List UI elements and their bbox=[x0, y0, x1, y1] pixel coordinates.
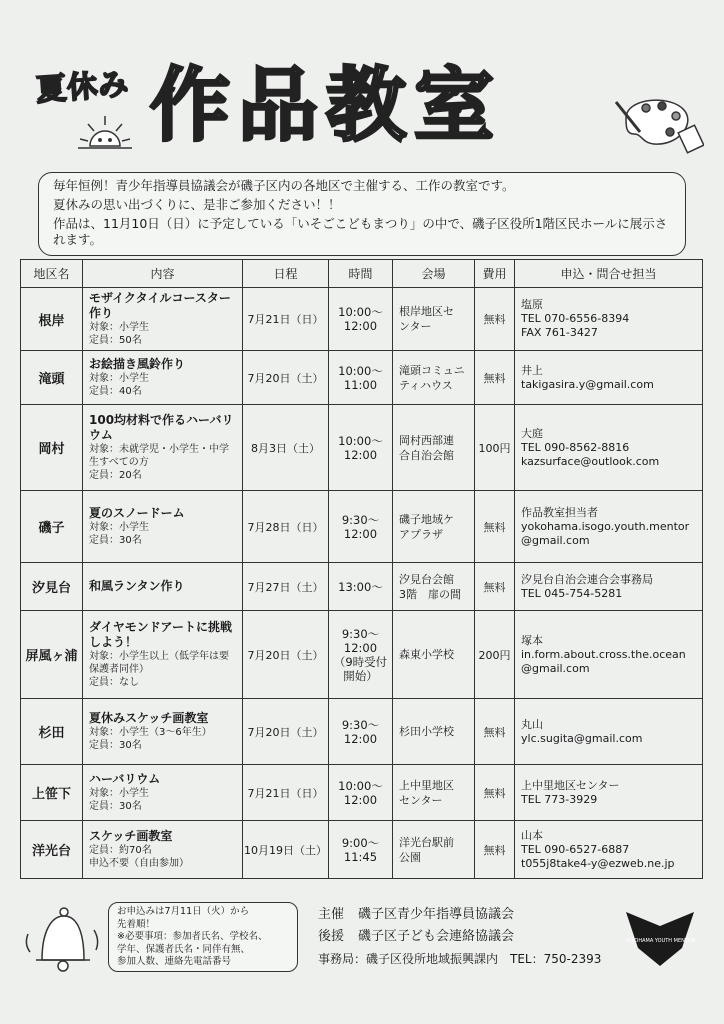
note-line-4: 学年、保護者氏名・同伴有無、 bbox=[117, 943, 251, 955]
header-fee: 費用 bbox=[475, 260, 515, 288]
time-cell bbox=[329, 351, 393, 405]
host-name: 磯子区青少年指導員協議会 bbox=[358, 907, 515, 922]
fee-cell: 無料 bbox=[475, 563, 515, 611]
time-line: 11:45 bbox=[343, 849, 378, 864]
table-row bbox=[21, 699, 703, 765]
venue-line: アプラザ bbox=[399, 527, 443, 541]
time-line: 10:00～ bbox=[338, 433, 383, 448]
time-cell bbox=[329, 405, 393, 491]
class-detail: 定員：約70名 bbox=[89, 845, 152, 856]
note-line-2: 先着順！ bbox=[117, 918, 156, 930]
table-header-row bbox=[21, 260, 703, 288]
header-time: 時間 bbox=[329, 260, 393, 288]
application-note bbox=[108, 902, 298, 972]
venue-line: センター bbox=[399, 793, 443, 807]
time-line: 9:00～ bbox=[341, 835, 380, 850]
content-cell bbox=[83, 821, 243, 879]
contact-line: 井上 bbox=[521, 363, 543, 377]
header-district: 地区名 bbox=[21, 260, 83, 288]
class-detail: 対象：未就学児・小学生・中学生すべての方 bbox=[89, 444, 229, 468]
class-detail: 対象：小学生 bbox=[89, 373, 149, 384]
venue-line: 岡村西部連 bbox=[399, 433, 454, 447]
date-cell: 7月28日（日） bbox=[243, 491, 329, 563]
fee-cell: 無料 bbox=[475, 351, 515, 405]
intro-line-1: 毎年恒例！青少年指導員協議会が磯子区内の各地区で主催する、工作の教室です。 bbox=[53, 178, 515, 193]
class-title: 夏のスノードーム bbox=[89, 506, 185, 520]
venue-line: 磯子地域ケ bbox=[399, 512, 454, 526]
table-row bbox=[21, 405, 703, 491]
class-title: モザイクタイルコースター作り bbox=[89, 291, 231, 320]
time-line: 12:00 bbox=[343, 319, 378, 333]
date-cell: 8月3日（土） bbox=[243, 405, 329, 491]
header-contact: 申込・問合せ担当 bbox=[515, 260, 703, 288]
time-cell bbox=[329, 611, 393, 699]
time-cell bbox=[329, 765, 393, 821]
header-venue: 会場 bbox=[393, 260, 475, 288]
venue-line: 上中里地区 bbox=[399, 778, 454, 792]
venue-line: 滝頭コミュニ bbox=[399, 363, 465, 377]
intro-box bbox=[38, 172, 686, 256]
table-row bbox=[21, 288, 703, 351]
contact-cell bbox=[515, 351, 703, 405]
venue-cell bbox=[393, 405, 475, 491]
class-detail: 対象：小学生以上（低学年は要保護者同伴） bbox=[89, 651, 229, 675]
time-line: 12:00 bbox=[343, 731, 378, 746]
venue-cell bbox=[393, 821, 475, 879]
contact-line: t055j8take4-y@ezweb.ne.jp bbox=[521, 856, 675, 870]
venue-line: 汐見台会館 bbox=[399, 572, 454, 586]
time-cell bbox=[329, 491, 393, 563]
class-detail: 定員：30名 bbox=[89, 801, 142, 812]
class-detail: 定員：30名 bbox=[89, 535, 142, 546]
content-cell bbox=[83, 351, 243, 405]
table-row bbox=[21, 563, 703, 611]
intro-line-3: 作品は、11月10日（日）に予定している「いそごこどもまつり」の中で、磯子区役所1階区民ホールに展示されます。 bbox=[53, 216, 668, 247]
date-cell: 7月20日（土） bbox=[243, 699, 329, 765]
sun-icon bbox=[78, 112, 132, 162]
class-title: スケッチ画教室 bbox=[89, 829, 173, 843]
time-line: 12:00 bbox=[343, 526, 378, 541]
contact-line: 大庭 bbox=[521, 426, 543, 440]
district-cell: 岡村 bbox=[21, 405, 83, 491]
contact-line: 汐見台自治会連合会事務局 bbox=[521, 572, 653, 586]
venue-cell bbox=[393, 288, 475, 351]
class-title: ハーバリウム bbox=[89, 772, 161, 786]
time-cell bbox=[329, 563, 393, 611]
contact-line: FAX 761-3427 bbox=[521, 326, 598, 339]
contact-line: ylc.sugita@gmail.com bbox=[521, 731, 643, 745]
contact-line: 塚本 bbox=[521, 633, 543, 647]
class-detail: 定員：50名 bbox=[89, 335, 142, 346]
support-name: 磯子区子ども会連絡協議会 bbox=[358, 929, 515, 944]
time-line: 11:00 bbox=[343, 377, 378, 392]
contact-cell bbox=[515, 563, 703, 611]
fee-cell: 100円 bbox=[475, 405, 515, 491]
date-cell: 7月20日（土） bbox=[243, 351, 329, 405]
content-cell bbox=[83, 491, 243, 563]
table-row bbox=[21, 765, 703, 821]
time-cell bbox=[329, 821, 393, 879]
class-detail: 定員：なし bbox=[89, 677, 139, 688]
district-cell: 汐見台 bbox=[21, 563, 83, 611]
contact-line: TEL 045-754-5281 bbox=[521, 586, 623, 600]
district-cell: 上笹下 bbox=[21, 765, 83, 821]
table-row bbox=[21, 611, 703, 699]
time-line: 9:30～ bbox=[341, 626, 380, 641]
palette-icon bbox=[612, 88, 704, 156]
fee-cell: 無料 bbox=[475, 288, 515, 351]
class-title: 夏休みスケッチ画教室 bbox=[89, 711, 209, 725]
note-line-3: ※必要事項：参加者氏名、学校名、 bbox=[117, 931, 268, 942]
contact-line: TEL 773-3929 bbox=[521, 792, 598, 806]
fee-cell: 無料 bbox=[475, 491, 515, 563]
time-line: 10:00～ bbox=[338, 778, 383, 793]
date-cell: 7月27日（土） bbox=[243, 563, 329, 611]
contact-line: in.form.about.cross.the.ocean@gmail.com bbox=[521, 647, 686, 675]
class-detail: 対象：小学生（3～6年生） bbox=[89, 727, 212, 738]
note-line-5: 参加人数、連絡先電話番号 bbox=[117, 956, 232, 967]
class-title: お絵描き風鈴作り bbox=[89, 357, 186, 371]
schedule-table bbox=[20, 259, 703, 879]
contact-line: kazsurface@outlook.com bbox=[521, 454, 660, 468]
date-cell: 7月21日（日） bbox=[243, 765, 329, 821]
content-cell bbox=[83, 699, 243, 765]
class-title: 100均材料で作るハーバリウム bbox=[89, 413, 234, 442]
fee-cell: 無料 bbox=[475, 765, 515, 821]
date-cell: 10月19日（土） bbox=[243, 821, 329, 879]
time-line: 9:30～ bbox=[341, 717, 380, 732]
time-line: 13:00～ bbox=[338, 579, 383, 594]
host-label: 主催 bbox=[318, 907, 345, 922]
time-line: 12:00 bbox=[343, 640, 378, 655]
sub-title: 夏休み bbox=[35, 66, 131, 109]
contact-line: 塩原 bbox=[521, 298, 543, 311]
date-cell: 7月20日（土） bbox=[243, 611, 329, 699]
venue-line: 公園 bbox=[399, 850, 421, 864]
time-cell bbox=[329, 288, 393, 351]
district-cell: 磯子 bbox=[21, 491, 83, 563]
district-cell: 洋光台 bbox=[21, 821, 83, 879]
time-line: 9:30～ bbox=[341, 512, 380, 527]
table-row bbox=[21, 821, 703, 879]
time-cell bbox=[329, 699, 393, 765]
venue-line: 杉田小学校 bbox=[399, 725, 454, 738]
venue-line: 根岸地区セ bbox=[399, 305, 454, 318]
youth-mentor-logo bbox=[622, 908, 698, 968]
venue-cell bbox=[393, 765, 475, 821]
class-detail: 対象：小学生 bbox=[89, 322, 149, 333]
time-line: 10:00～ bbox=[338, 363, 383, 378]
content-cell bbox=[83, 563, 243, 611]
contact-line: 作品教室担当者 bbox=[521, 505, 598, 519]
bell-icon bbox=[22, 894, 102, 974]
header-content: 内容 bbox=[83, 260, 243, 288]
district-cell: 杉田 bbox=[21, 699, 83, 765]
time-line: 10:00～ bbox=[338, 305, 383, 319]
class-detail: 定員：20名 bbox=[89, 470, 142, 481]
district-cell: 屏風ヶ浦 bbox=[21, 611, 83, 699]
time-line: （9時受付 bbox=[333, 654, 388, 669]
content-cell bbox=[83, 288, 243, 351]
class-detail: 申込不要（自由参加） bbox=[89, 858, 189, 869]
main-title: 作品教室 bbox=[150, 59, 502, 152]
logo-text: YOKOHAMA YOUTH MENTOR bbox=[624, 938, 696, 944]
fee-cell: 無料 bbox=[475, 699, 515, 765]
fee-cell: 200円 bbox=[475, 611, 515, 699]
district-cell: 滝頭 bbox=[21, 351, 83, 405]
class-detail: 対象：小学生 bbox=[89, 788, 149, 799]
venue-line: 3階 扉の間 bbox=[399, 587, 461, 601]
contact-cell bbox=[515, 821, 703, 879]
venue-cell bbox=[393, 563, 475, 611]
contact-cell bbox=[515, 611, 703, 699]
venue-cell bbox=[393, 491, 475, 563]
contact-cell bbox=[515, 491, 703, 563]
contact-cell bbox=[515, 765, 703, 821]
venue-cell bbox=[393, 699, 475, 765]
contact-line: 山本 bbox=[521, 828, 543, 842]
venue-line: ンター bbox=[399, 320, 432, 333]
venue-line: 森東小学校 bbox=[399, 648, 454, 661]
intro-line-2: 夏休みの思い出づくりに、是非ご参加ください！！ bbox=[53, 197, 341, 212]
contact-line: 丸山 bbox=[521, 717, 543, 731]
table-row bbox=[21, 351, 703, 405]
class-detail: 対象：小学生 bbox=[89, 522, 149, 533]
fee-cell: 無料 bbox=[475, 821, 515, 879]
venue-line: 洋光台駅前 bbox=[399, 835, 454, 849]
office-info: 事務局：磯子区役所地域振興課内 TEL：750-2393 bbox=[318, 952, 602, 966]
header-date: 日程 bbox=[243, 260, 329, 288]
contact-line: TEL 070-6556-8394 bbox=[521, 312, 630, 325]
district-cell: 根岸 bbox=[21, 288, 83, 351]
class-title: 和風ランタン作り bbox=[89, 579, 185, 593]
contact-cell bbox=[515, 288, 703, 351]
content-cell bbox=[83, 611, 243, 699]
contact-line: takigasira.y@gmail.com bbox=[521, 377, 654, 391]
contact-cell bbox=[515, 405, 703, 491]
time-line: 12:00 bbox=[343, 447, 378, 462]
class-title: ダイヤモンドアートに挑戦しよう！ bbox=[89, 620, 233, 649]
venue-cell bbox=[393, 351, 475, 405]
organizer-info bbox=[318, 904, 601, 970]
date-cell: 7月21日（日） bbox=[243, 288, 329, 351]
time-line: 12:00 bbox=[343, 792, 378, 807]
venue-line: ティハウス bbox=[399, 378, 453, 392]
venue-line: 合自治会館 bbox=[399, 448, 454, 462]
content-cell bbox=[83, 765, 243, 821]
time-line: 開始） bbox=[343, 668, 378, 683]
class-detail: 定員：40名 bbox=[89, 386, 142, 397]
support-label: 後援 bbox=[318, 929, 345, 944]
note-line-1: お申込みは7月11日（火）から bbox=[117, 906, 250, 917]
content-cell bbox=[83, 405, 243, 491]
header bbox=[0, 0, 724, 180]
contact-line: 上中里地区センター bbox=[521, 778, 620, 792]
contact-line: yokohama.isogo.youth.mentor@gmail.com bbox=[521, 519, 690, 547]
contact-line: TEL 090-8562-8816 bbox=[521, 440, 630, 454]
contact-cell bbox=[515, 699, 703, 765]
table-row bbox=[21, 491, 703, 563]
class-detail: 定員：30名 bbox=[89, 740, 142, 751]
contact-line: TEL 090-6527-6887 bbox=[521, 842, 630, 856]
venue-cell bbox=[393, 611, 475, 699]
